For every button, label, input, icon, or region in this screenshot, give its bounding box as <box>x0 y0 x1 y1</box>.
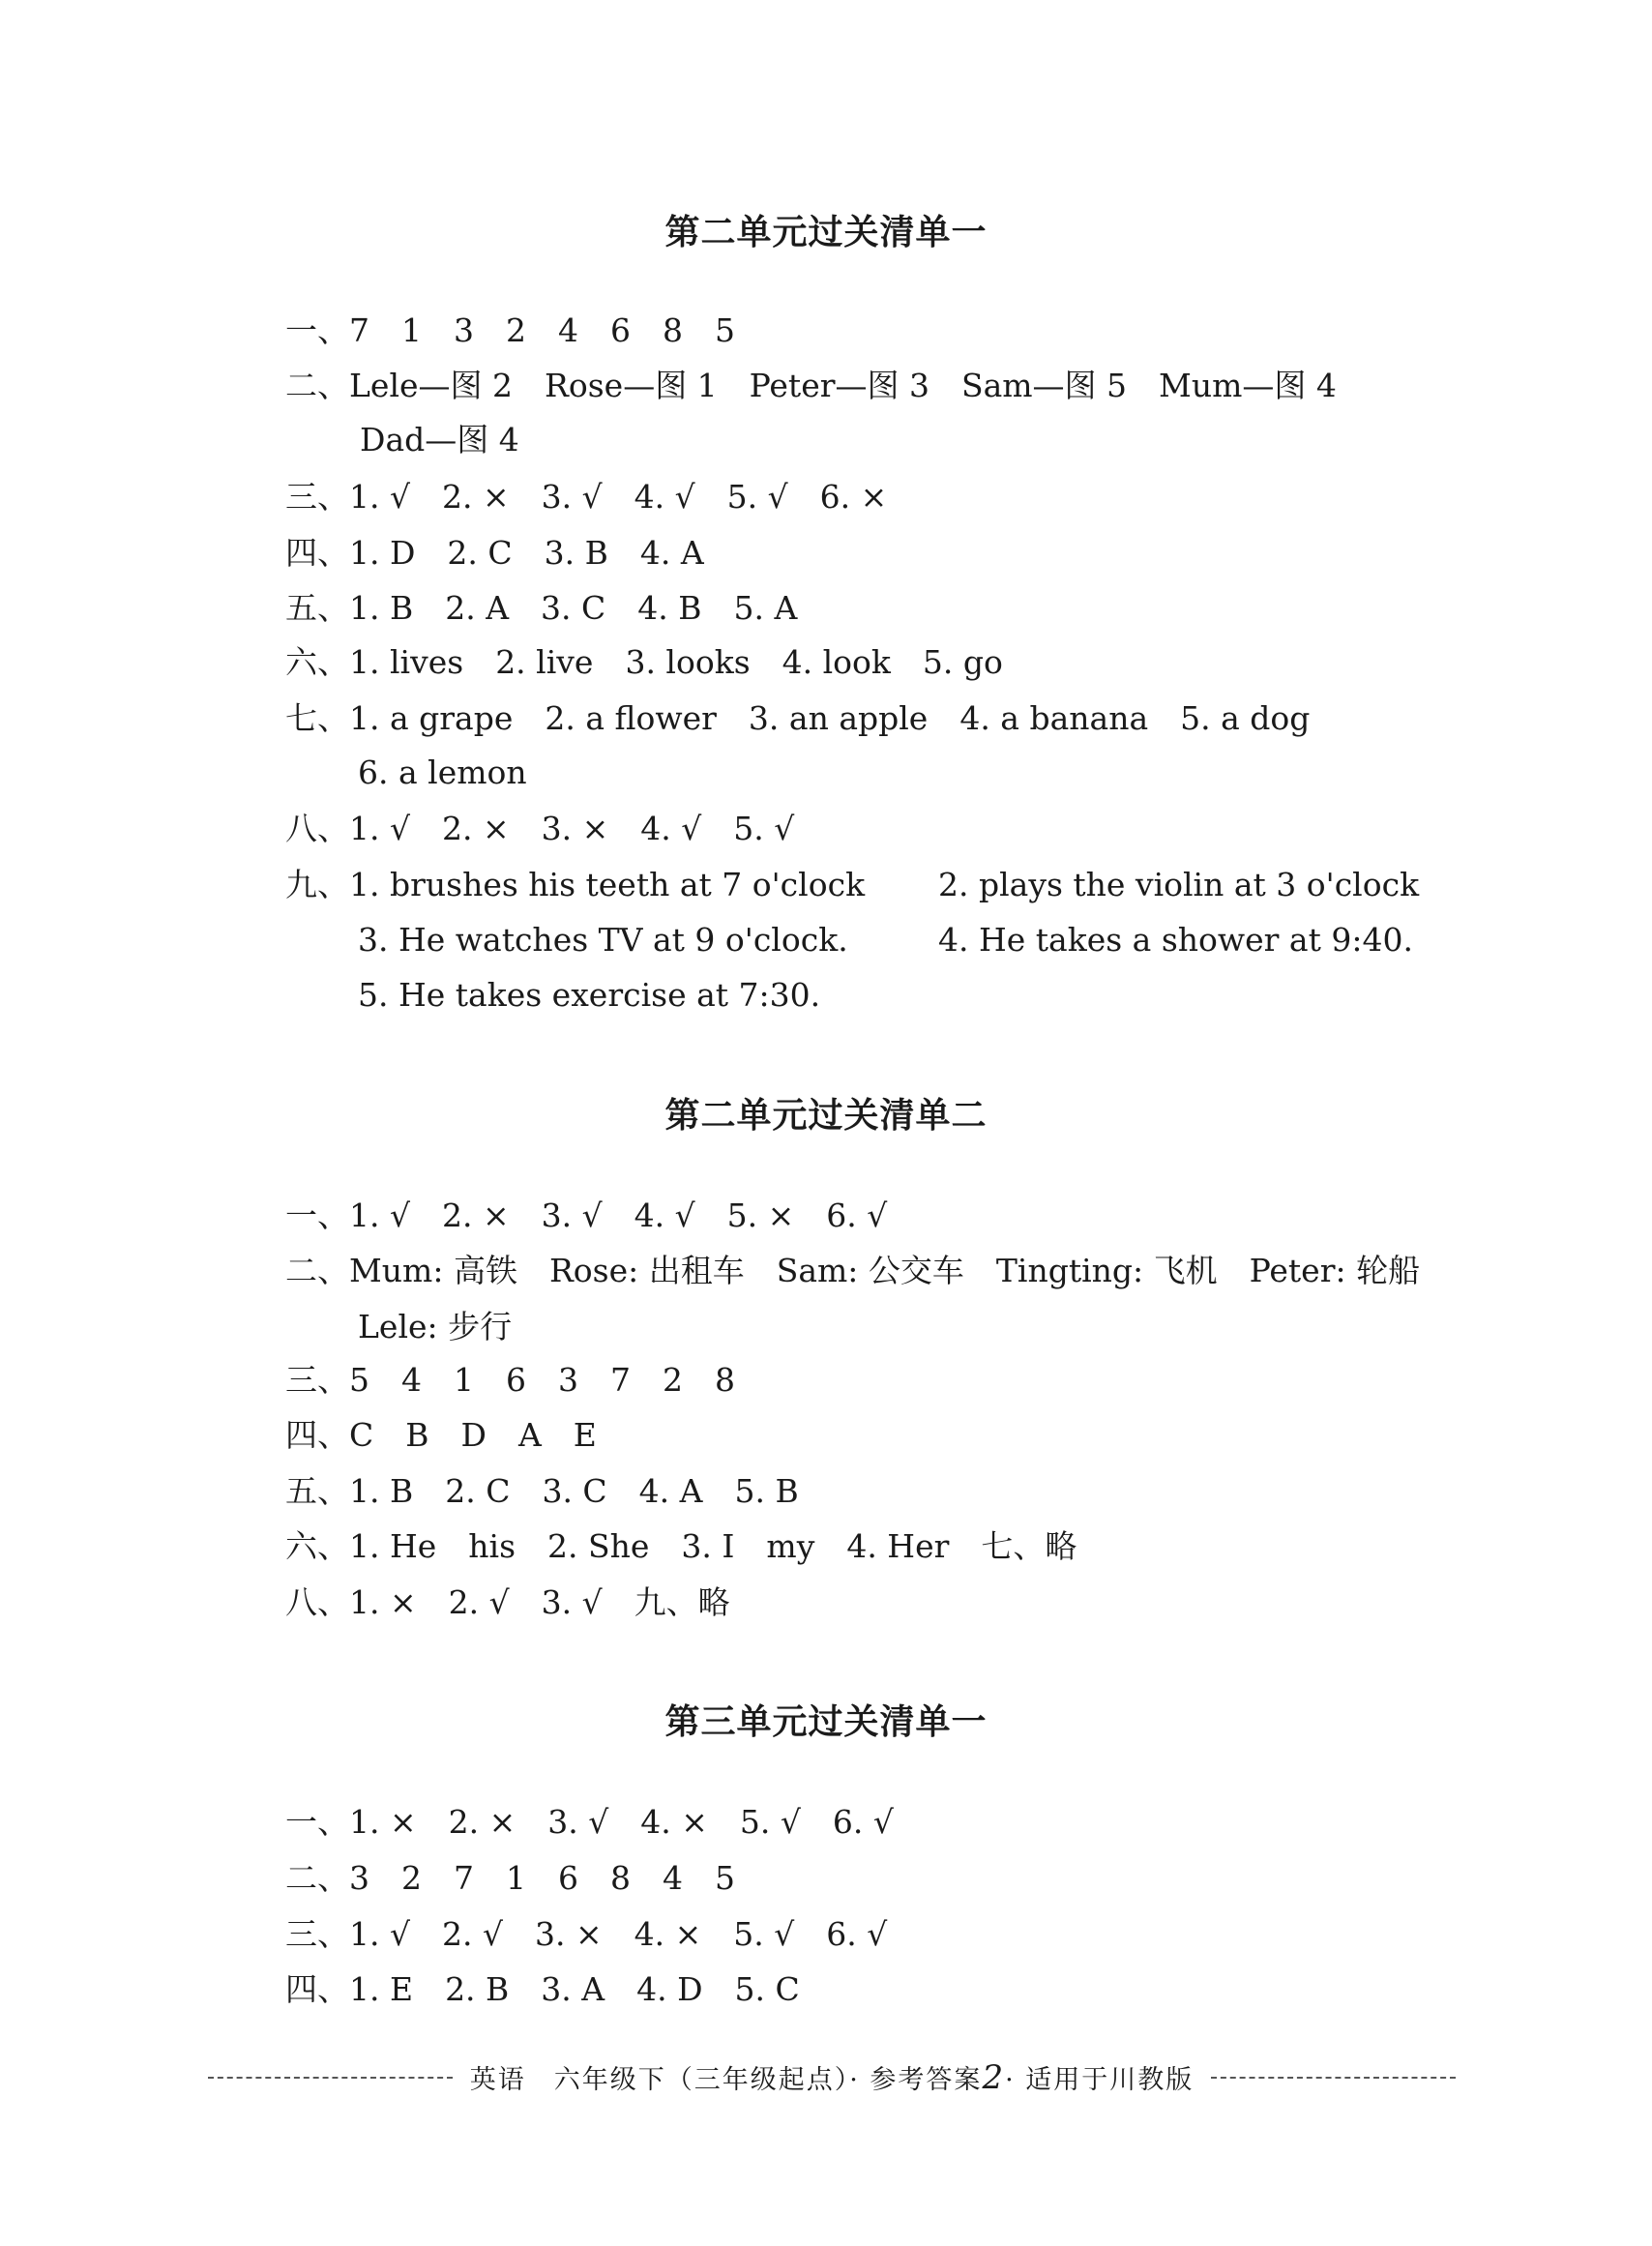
answer-line: 6. a lemon <box>358 754 527 791</box>
section-title: 第三单元过关清单一 <box>664 1701 988 1742</box>
answer-line: Dad—图 4 <box>360 421 519 458</box>
answer-line: 二、Mum: 高铁 Rose: 出租车 Sam: 公交车 Tingting: 飞机 Peter: 轮船 <box>285 1252 1421 1289</box>
footer-divider <box>208 2077 453 2079</box>
answer-line: 2. plays the violin at 3 o'clock <box>938 866 1420 903</box>
answer-line: 六、1. He his 2. She 3. I my 4. Her 七、略 <box>285 1527 1077 1565</box>
footer-divider <box>1211 2077 1456 2079</box>
page-number: 2 <box>982 2058 1006 2097</box>
section-title: 第二单元过关清单一 <box>664 212 988 252</box>
answer-line: 四、1. E 2. B 3. A 4. D 5. C <box>285 1970 800 2008</box>
answer-line: 八、1. √ 2. × 3. × 4. √ 5. √ <box>285 810 795 847</box>
footer-left: 英语 六年级下（三年级起点）· 参考答案 <box>469 2065 983 2095</box>
answer-line: 三、1. √ 2. × 3. √ 4. √ 5. √ 6. × <box>285 478 888 516</box>
answer-line: 四、C B D A E <box>285 1416 597 1454</box>
answer-line: 五、1. B 2. A 3. C 4. B 5. A <box>285 589 798 627</box>
answer-line: 六、1. lives 2. live 3. looks 4. look 5. go <box>285 643 1003 681</box>
answer-line: 4. He takes a shower at 9:40. <box>938 921 1413 959</box>
answer-line: 一、7 1 3 2 4 6 8 5 <box>285 311 735 349</box>
answer-line: 一、1. √ 2. × 3. √ 4. √ 5. × 6. √ <box>285 1197 888 1234</box>
answer-line: 三、1. √ 2. √ 3. × 4. × 5. √ 6. √ <box>285 1915 888 1953</box>
answer-line: 七、1. a grape 2. a flower 3. an apple 4. a banana 5. a dog <box>285 699 1311 737</box>
answer-line: 5. He takes exercise at 7:30. <box>358 976 821 1014</box>
answer-line: 五、1. B 2. C 3. C 4. A 5. B <box>285 1472 799 1510</box>
footer-right: · 适用于川教版 <box>1005 2065 1195 2095</box>
answer-line: 二、3 2 7 1 6 8 4 5 <box>285 1859 735 1897</box>
answer-line: 3. He watches TV at 9 o'clock. <box>358 921 848 959</box>
footer-text <box>453 2058 1211 2097</box>
answer-line: 四、1. D 2. C 3. B 4. A <box>285 534 704 572</box>
answer-line: Lele: 步行 <box>358 1308 513 1345</box>
section-title: 第二单元过关清单二 <box>664 1095 988 1136</box>
answer-line: 三、5 4 1 6 3 7 2 8 <box>285 1361 735 1399</box>
answer-line: 二、Lele—图 2 Rose—图 1 Peter—图 3 Sam—图 5 Mum—图 4 <box>285 367 1337 404</box>
page-footer <box>208 2058 1456 2097</box>
answer-line: 九、1. brushes his teeth at 7 o'clock <box>285 866 866 903</box>
answer-line: 八、1. × 2. √ 3. √ 九、略 <box>285 1583 730 1621</box>
answer-line: 一、1. × 2. × 3. √ 4. × 5. √ 6. √ <box>285 1803 894 1841</box>
